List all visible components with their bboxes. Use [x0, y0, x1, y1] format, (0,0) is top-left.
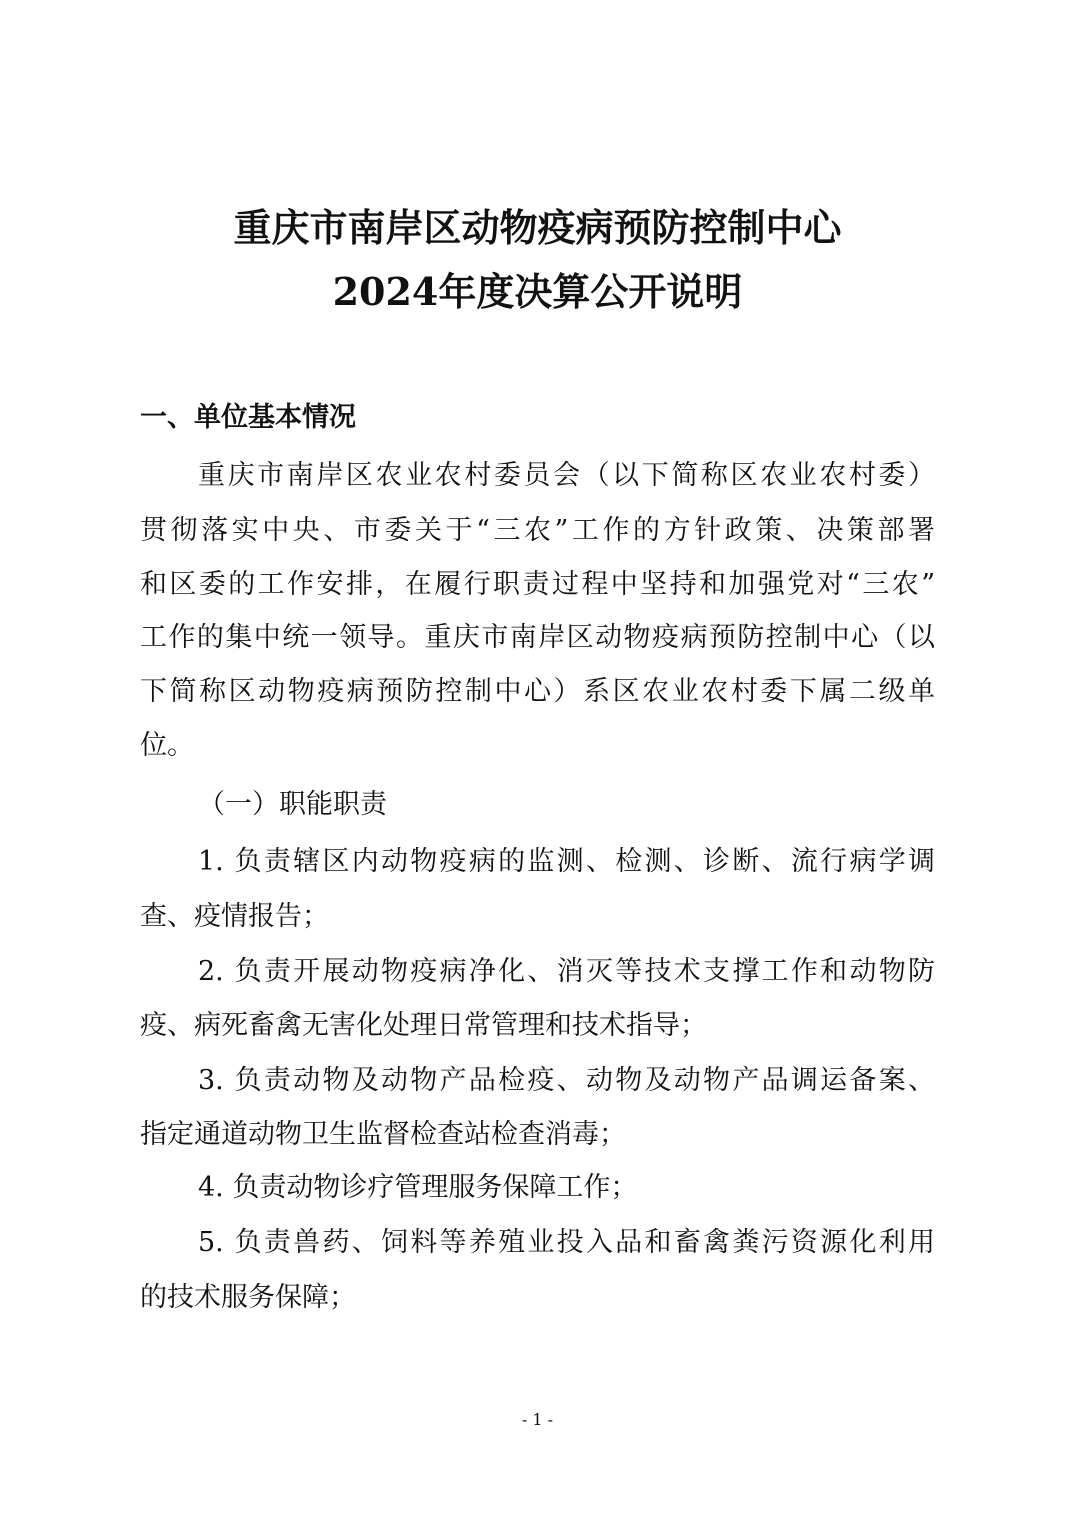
paragraph-line: 和区委的工作安排，在履行职责过程中坚持和加强党对“三农” — [140, 569, 935, 600]
section-heading: 一、单位基本情况 — [140, 402, 356, 433]
list-item-line: 查、疫情报告； — [140, 901, 329, 932]
paragraph-line: 工作的集中统一领导。重庆市南岸区动物疫病预防控制中心（以 — [140, 622, 935, 653]
list-item-line: 指定通道动物卫生监督检查站检查消毒； — [140, 1119, 626, 1150]
list-item-line: 3. 负责动物及动物产品检疫、动物及动物产品调运备案、 — [198, 1065, 935, 1096]
list-item-line: 疫、病死畜禽无害化处理日常管理和技术指导； — [140, 1010, 707, 1041]
list-item-line: 4. 负责动物诊疗管理服务保障工作； — [198, 1172, 638, 1203]
list-item-line: 5. 负责兽药、饲料等养殖业投入品和畜禽粪污资源化利用 — [198, 1227, 935, 1258]
list-item-line: 1. 负责辖区内动物疫病的监测、检测、诊断、流行病学调 — [198, 846, 935, 877]
paragraph-line: 贯彻落实中央、市委关于“三农”工作的方针政策、决策部署 — [140, 515, 935, 546]
subsection-heading: （一）职能职责 — [198, 789, 387, 820]
paragraph-line: 重庆市南岸区农业农村委员会（以下简称区农业农村委） — [198, 460, 935, 491]
list-item-line: 2. 负责开展动物疫病净化、消灭等技术支撑工作和动物防 — [198, 956, 935, 987]
document-title-line-1: 重庆市南岸区动物疫病预防控制中心 — [233, 205, 842, 250]
list-item-line: 的技术服务保障； — [140, 1282, 356, 1313]
document-title-line-2: 2024年度决算公开说明 — [332, 269, 743, 314]
paragraph-line: 位。 — [140, 730, 194, 761]
paragraph-line: 下简称区动物疫病预防控制中心）系区农业农村委下属二级单 — [140, 676, 935, 707]
page-number: - 1 - — [521, 1410, 554, 1429]
